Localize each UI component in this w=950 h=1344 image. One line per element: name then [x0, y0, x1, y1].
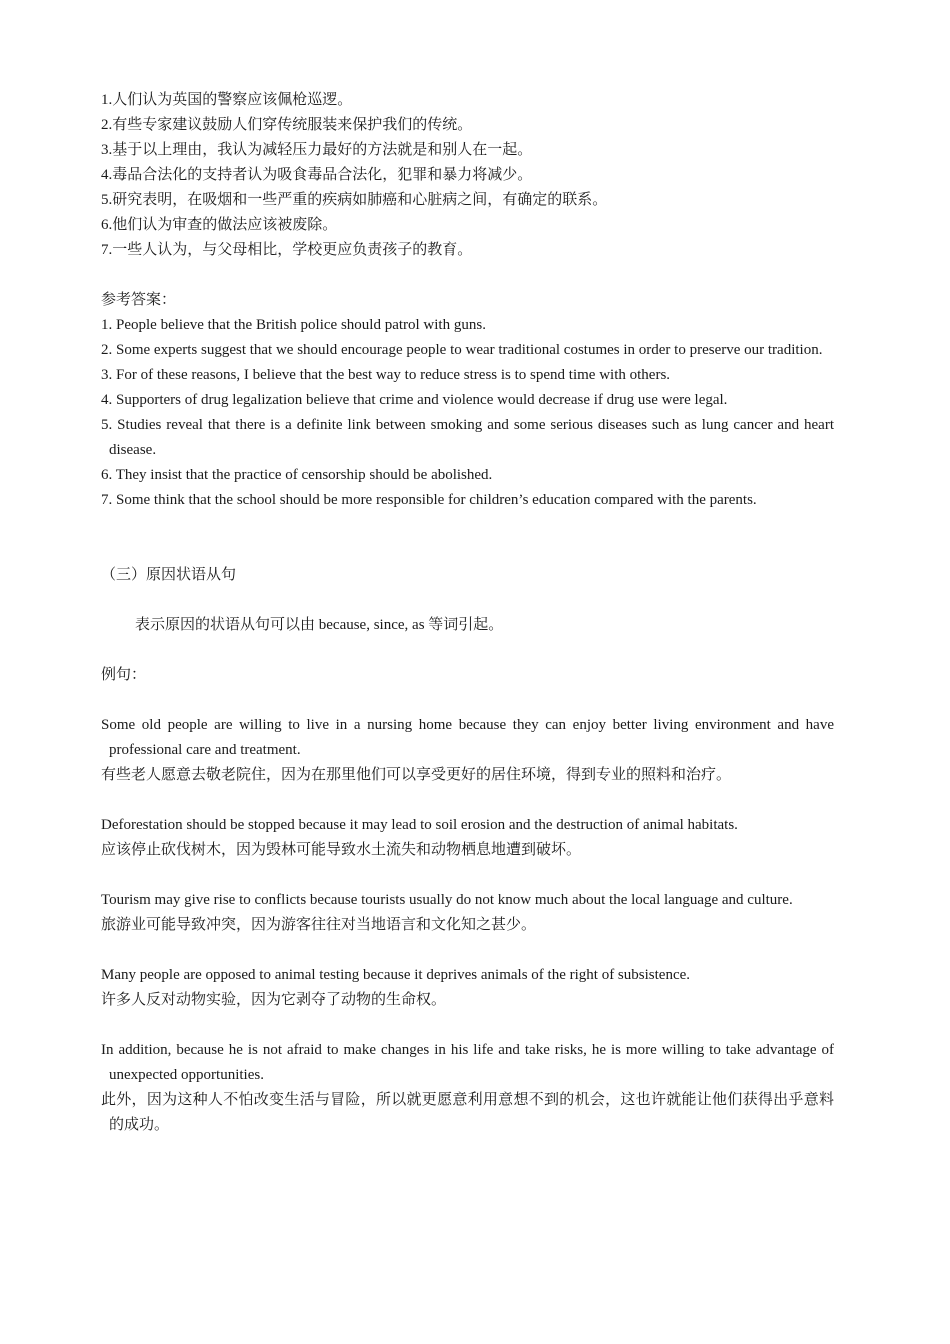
section-intro: 表示原因的状语从句可以由 because, since, as 等词引起。	[135, 617, 504, 633]
spacer	[101, 638, 834, 663]
spacer	[101, 863, 834, 888]
chinese-sentence: 7.一些人认为，与父母相比，学校更应负责孩子的教育。	[101, 242, 473, 258]
spacer	[101, 1013, 834, 1038]
example-block	[101, 813, 834, 863]
examples-heading: 例句：	[101, 667, 147, 683]
spacer	[101, 938, 834, 963]
chinese-sentence: 1.人们认为英国的警察应该佩枪巡逻。	[101, 92, 353, 108]
example-chinese: 此外，因为这种人不怕改变生活与冒险，所以就更愿意利用意想不到的机会，这也许就能让他们获得出乎意料的成功。	[101, 1092, 834, 1133]
chinese-sentence: 4.毒品合法化的支持者认为吸食毒品合法化，犯罪和暴力将减少。	[101, 167, 533, 183]
example-english: Some old people are willing to live in a nursing home because they can enjoy better living environment and have professional care and treatment.	[101, 717, 834, 758]
chinese-sentence: 2.有些专家建议鼓励人们穿传统服装来保护我们的传统。	[101, 117, 473, 133]
answer-item: 6. They insist that the practice of censorship should be abolished.	[101, 467, 493, 483]
answer-list	[101, 313, 834, 513]
answer-item: 3. For of these reasons, I believe that the best way to reduce stress is to spend time with others.	[101, 367, 671, 383]
example-english: Deforestation should be stopped because it may lead to soil erosion and the destruction of animal habitats.	[101, 817, 738, 833]
chinese-sentence: 5.研究表明，在吸烟和一些严重的疾病如肺癌和心脏病之间，有确定的联系。	[101, 192, 608, 208]
spacer	[101, 513, 834, 563]
answers-heading: 参考答案：	[101, 292, 177, 308]
example-english: Many people are opposed to animal testing because it deprives animals of the right of subsistence.	[101, 967, 691, 983]
example-block	[101, 888, 834, 938]
spacer	[101, 688, 834, 713]
chinese-sentence: 6.他们认为审查的做法应该被废除。	[101, 217, 338, 233]
chinese-sentence: 3.基于以上理由，我认为减轻压力最好的方法就是和别人在一起。	[101, 142, 533, 158]
example-block	[101, 1038, 834, 1138]
example-chinese: 应该停止砍伐树木，因为毁林可能导致水土流失和动物栖息地遭到破坏。	[101, 842, 582, 858]
answer-item: 1. People believe that the British police should patrol with guns.	[101, 317, 486, 333]
spacer	[101, 588, 834, 613]
example-chinese: 旅游业可能导致冲突，因为游客往往对当地语言和文化知之甚少。	[101, 917, 537, 933]
answer-item: 5. Studies reveal that there is a definite link between smoking and some serious diseases such as lung cancer and heart disease.	[101, 417, 834, 458]
example-chinese: 有些老人愿意去敬老院住，因为在那里他们可以享受更好的居住环境，得到专业的照料和治疗。	[101, 767, 732, 783]
answer-item: 4. Supporters of drug legalization believe that crime and violence would decrease if drug use were legal.	[101, 392, 728, 408]
example-english: Tourism may give rise to conflicts because tourists usually do not know much about the local language and culture.	[101, 892, 793, 908]
example-chinese: 许多人反对动物实验，因为它剥夺了动物的生命权。	[101, 992, 447, 1008]
spacer	[101, 263, 834, 288]
section-title: （三）原因状语从句	[101, 567, 237, 583]
answer-item: 2. Some experts suggest that we should encourage people to wear traditional costumes in order to preserve our tradition.	[101, 342, 823, 358]
example-block	[101, 963, 834, 1013]
spacer	[101, 788, 834, 813]
answer-item: 7. Some think that the school should be more responsible for children’s education compared with the parents.	[101, 492, 757, 508]
example-english: In addition, because he is not afraid to make changes in his life and take risks, he is more willing to take advantage of unexpected opportunities.	[101, 1042, 834, 1083]
document-page	[101, 88, 834, 1138]
example-block	[101, 713, 834, 788]
chinese-sentence-list	[101, 88, 834, 263]
